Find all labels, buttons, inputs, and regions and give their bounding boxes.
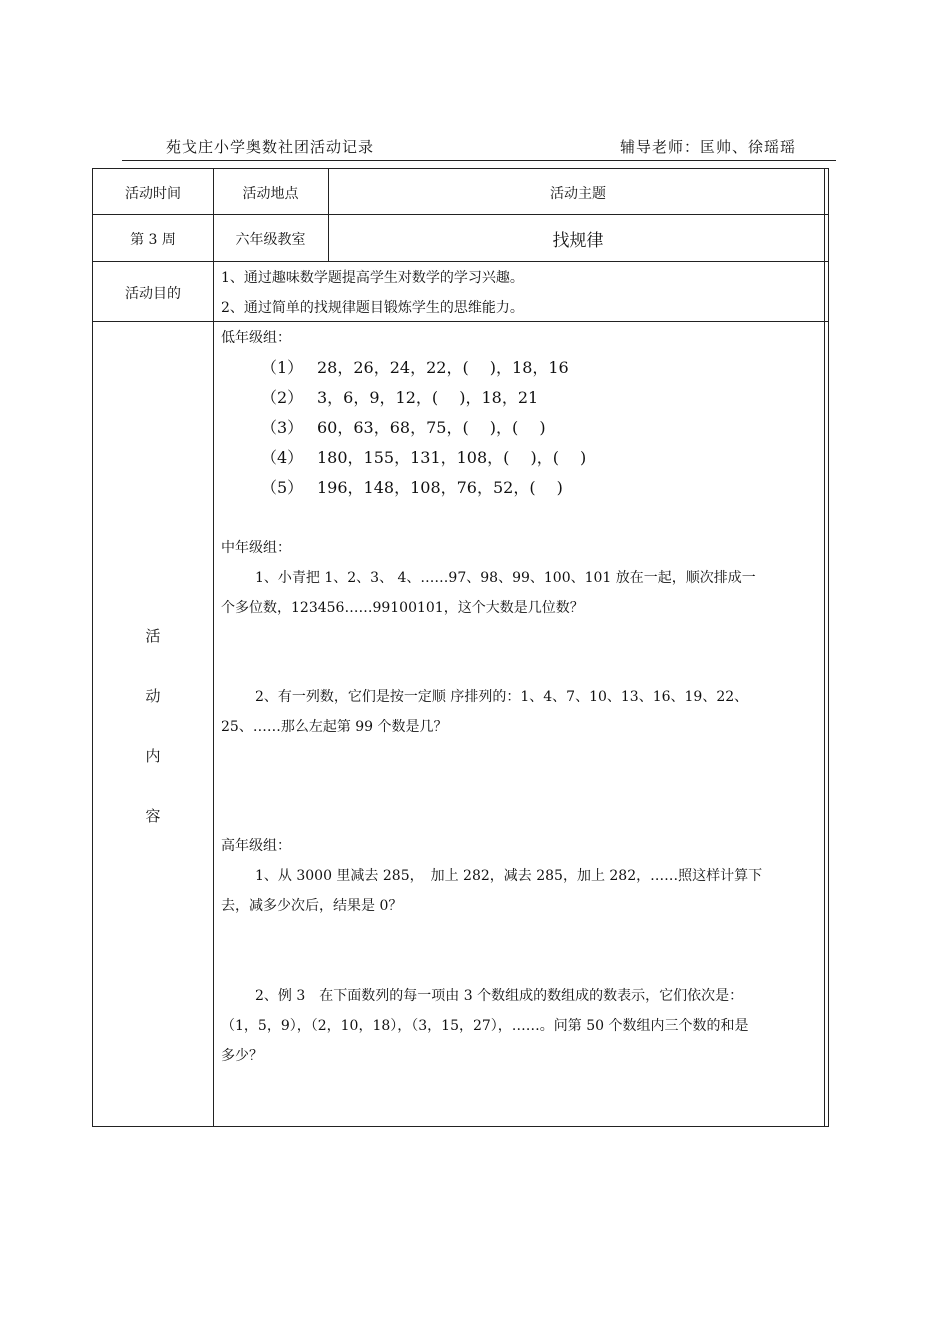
content-label-char-2: 动	[145, 687, 161, 705]
activity-record-table	[92, 168, 829, 1127]
low-item-5-num: （5）	[261, 478, 304, 497]
low-item-5	[261, 475, 563, 498]
row-divider-3	[93, 321, 828, 322]
high-q2-line-1: 2、例 3 在下面数列的每一项由 3 个数组成的数组成的数表示，它们依次是：	[255, 988, 744, 1004]
content-label-char-1: 活	[145, 627, 161, 645]
low-item-3-num: （3）	[261, 418, 304, 437]
mid-q1-line-2: 个多位数，123456……99100101，这个大数是几位数？	[221, 600, 584, 616]
high-q1-line-2: 去，减多少次后，结果是 0？	[221, 898, 403, 914]
low-item-4-text: 180，155，131，108，( )，( )	[317, 448, 587, 467]
record-title: 苑戈庄小学奥数社团活动记录	[166, 138, 375, 156]
page-header	[122, 136, 836, 161]
row-divider-1	[93, 214, 828, 215]
mid-q2-line-2: 25、……那么左起第 99 个数是几？	[221, 719, 448, 735]
low-item-2	[261, 385, 538, 408]
topic-value: 找规律	[552, 231, 604, 251]
low-item-2-text: 3，6，9，12，( )，18，21	[317, 388, 539, 407]
purpose-line-2: 2、通过简单的找规律题目锻炼学生的思维能力。	[221, 300, 524, 316]
header-topic: 活动主题	[550, 186, 606, 202]
header-place: 活动地点	[242, 186, 299, 202]
high-q2-line-2: （1，5，9），（2，10，18），（3，15，27），……。问第 50 个数组内三个数的和是	[221, 1018, 749, 1034]
mid-q1-line-1: 1、小青把 1、2、3、 4、……97、98、99、100、101 放在一起，顺次排成一	[255, 570, 756, 586]
high-q2-line-3: 多少？	[221, 1048, 263, 1064]
purpose-label: 活动目的	[125, 286, 181, 302]
place-value: 六年级教室	[235, 232, 306, 248]
low-item-1	[261, 355, 569, 378]
mid-group-title: 中年级组：	[221, 540, 291, 556]
low-item-2-num: （2）	[261, 388, 304, 407]
row-divider-2	[93, 261, 828, 262]
low-item-4-num: （4）	[261, 448, 304, 467]
high-group-title: 高年级组：	[221, 838, 291, 854]
low-item-1-text: 28，26，24，22，( )，18，16	[317, 358, 569, 377]
mid-q2-line-1: 2、有一列数，它们是按一定顺 序排列的：1、4、7、10、13、16、19、22、	[255, 689, 749, 705]
low-item-5-text: 196，148，108，76，52，( )	[317, 478, 563, 497]
teachers-label: 辅导老师：匡帅、徐瑶瑶	[619, 138, 796, 156]
purpose-line-1: 1、通过趣味数学题提高学生对数学的学习兴趣。	[221, 270, 524, 286]
week-value: 第 3 周	[130, 232, 176, 248]
header-time: 活动时间	[125, 186, 181, 202]
col-divider-1	[213, 169, 214, 1126]
content-label-char-4: 容	[145, 807, 161, 825]
low-item-4	[261, 445, 586, 468]
low-group-title: 低年级组：	[221, 330, 291, 346]
low-item-3	[261, 415, 546, 438]
low-item-3-text: 60，63，68，75，( )，( )	[317, 418, 546, 437]
low-item-1-num: （1）	[261, 358, 304, 377]
high-q1-line-1: 1、从 3000 里减去 285， 加上 282，减去 285，加上 282，……照这样计算下	[255, 868, 763, 884]
content-label-char-3: 内	[145, 747, 161, 765]
